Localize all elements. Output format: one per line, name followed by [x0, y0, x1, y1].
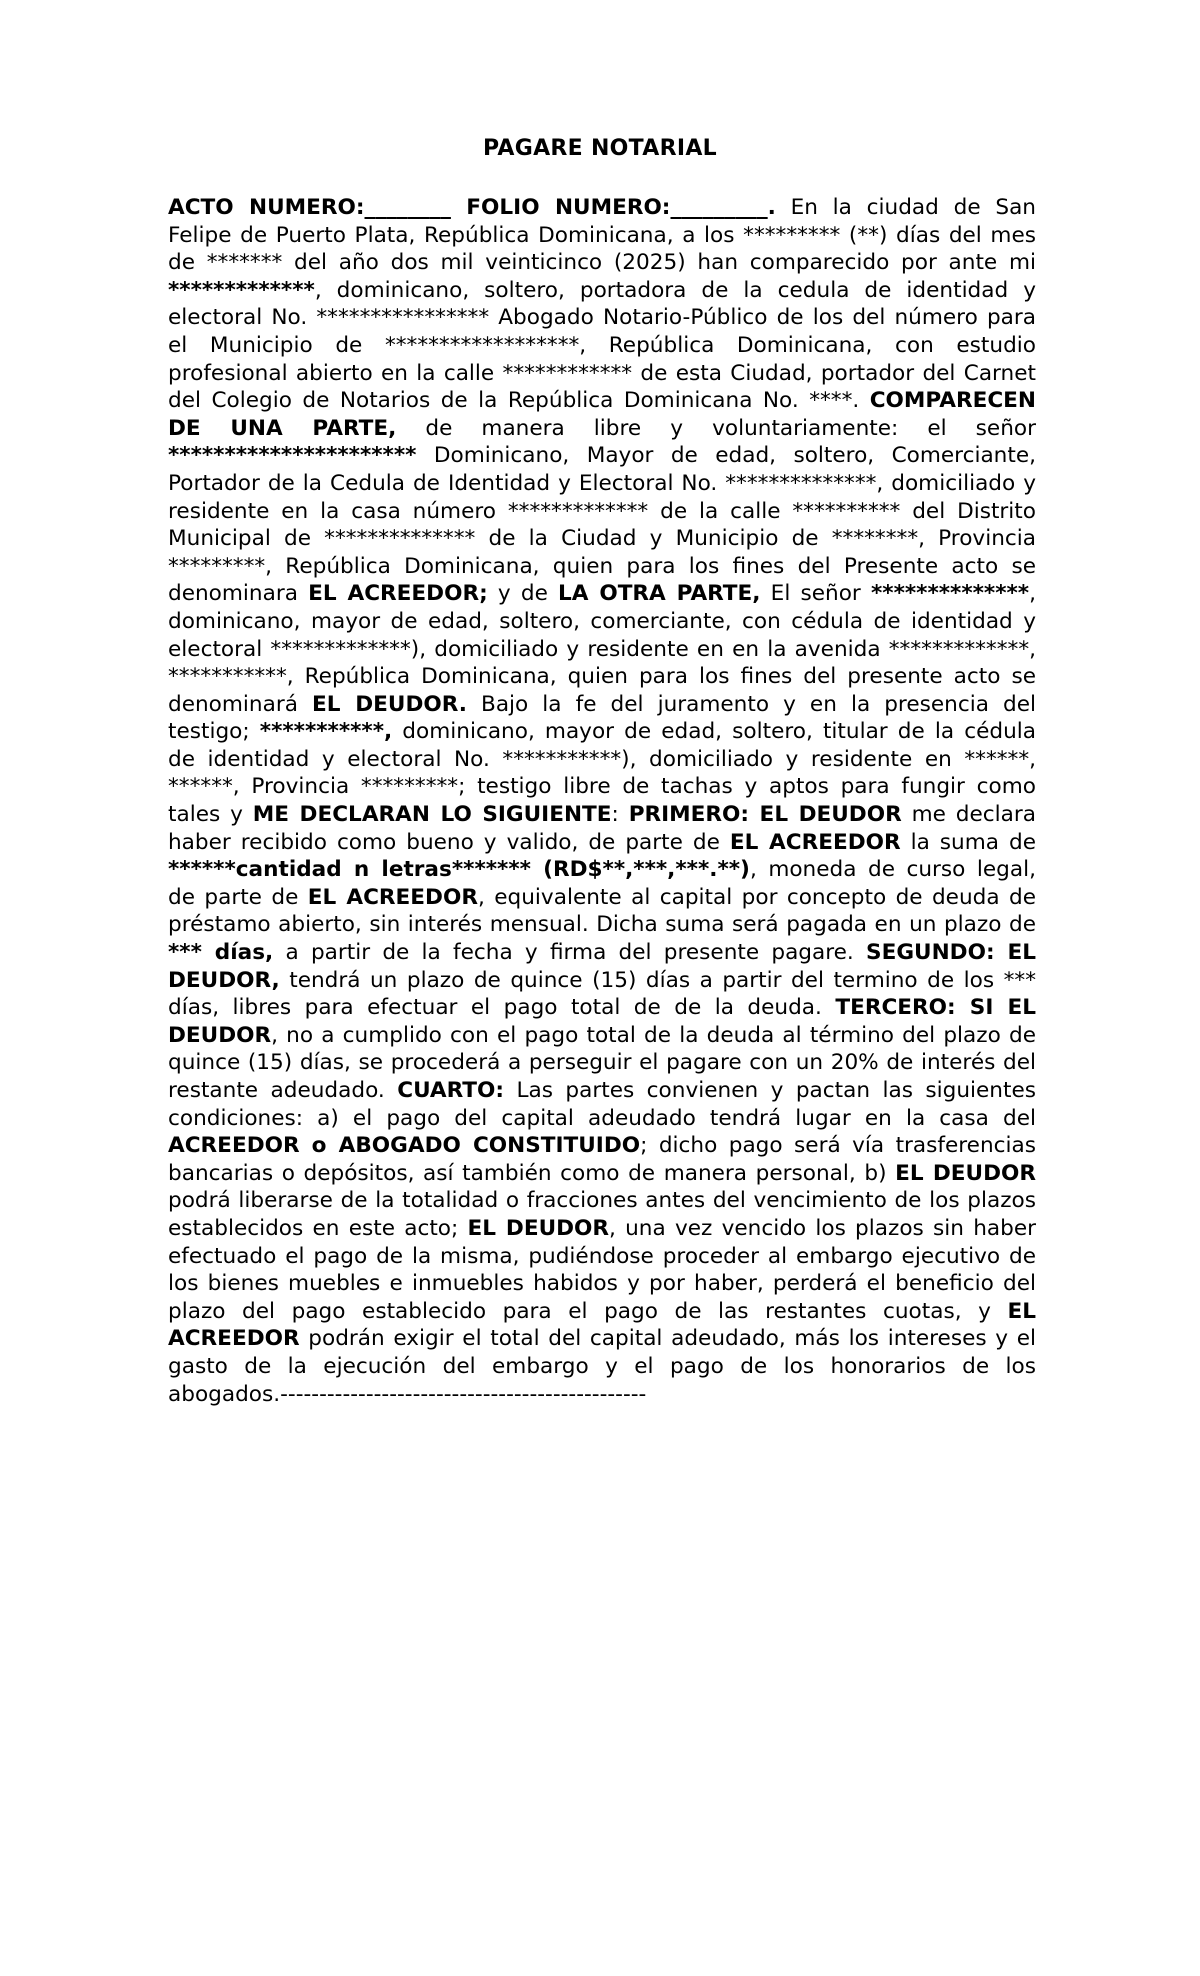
text-run: podrá liberarse de la totalidad o fracciones antes del vencimiento de los plazos establecidos en este acto; [168, 1188, 1036, 1241]
text-run: a partir de la fecha y firma del presente pagare. [273, 940, 867, 966]
bold-text-run: SEGUNDO: EL DEUDOR, [168, 940, 1036, 993]
bold-text-run: COMPARECEN DE UNA PARTE, [168, 388, 1036, 441]
text-run: , dominicano, mayor de edad, soltero, comerciante, con cédula de identidad y electoral *************), domiciliado y residente en en la avenida *************, ***********, República Dominicana, quien para los fines del presente acto se denominará [168, 581, 1036, 717]
bold-text-run: TERCERO: SI EL DEUDOR [168, 995, 1036, 1048]
text-run: de manera libre y voluntariamente: el señor [396, 415, 1036, 441]
document-body [168, 194, 1036, 1408]
bold-text-run: CUARTO: [397, 1078, 505, 1103]
bold-text-run: *** días, [168, 940, 274, 966]
text-run: , una vez vencido los plazos sin haber efectuado el pago de la misma, pudiéndose proceder al embargo ejecutivo de los bienes muebles e inmuebles habidos y por haber, perderá el beneficio del plazo del pago establecido para el pago de las restantes cuotas, y [168, 1215, 1036, 1324]
bold-text-run: EL ACREEDOR [729, 829, 901, 855]
document-title: PAGARE NOTARIAL [483, 136, 717, 161]
text-run: Bajo la fe del juramento y en la presencia del testigo; [168, 691, 1036, 745]
text-run: En la ciudad de San Felipe de Puerto Plata, República Dominicana, a los ********* (**) días del mes de ******* del año dos mil veinticinco (2025) han comparecido por ante mi [168, 195, 1036, 276]
bold-text-run: EL ACREEDOR; [308, 581, 488, 607]
text-run: dominicano, mayor de edad, soltero, titular de la cédula de identidad y electoral No. ***********), domiciliado y residente en ******, ******, Provincia *********; testigo libre de tachas y aptos para fungir como tales y [168, 719, 1036, 828]
bold-text-run: ******cantidad n letras******* (RD$**,***,***.**) [168, 857, 750, 883]
bold-text-run: ACREEDOR o ABOGADO CONSTITUIDO [168, 1133, 641, 1159]
bold-text-run: LA OTRA PARTE, [558, 581, 761, 607]
text-run: , no a cumplido con el pago total de la deuda al término del plazo de quince (15) días, se procederá a perseguir el pagare con un 20% de interés del restante adeudado. [168, 1022, 1036, 1103]
text-run: ; dicho pago será vía trasferencias bancarias o depósitos, así también como de manera personal, b) [168, 1133, 1037, 1186]
bold-text-run: ********************** [168, 443, 417, 469]
bold-text-run: ***********, [259, 719, 393, 745]
bold-text-run: PRIMERO: EL DEUDOR [628, 802, 902, 828]
bold-text-run: ************* [168, 277, 315, 303]
bold-text-run: ACTO NUMERO:________ FOLIO NUMERO:_________. [168, 195, 776, 220]
text-run: : [611, 802, 629, 828]
text-run: El señor [760, 581, 871, 607]
text-run: , equivalente al capital por concepto de deuda de préstamo abierto, sin interés mensual. Dicha suma será pagada en un plazo de [168, 884, 1036, 938]
text-run: la suma de [900, 829, 1036, 855]
bold-text-run: ME DECLARAN LO SIGUIENTE [252, 802, 612, 828]
text-run: Dominicano, Mayor de edad, soltero, Comerciante, Portador de la Cedula de Identidad y Electoral No. **************, domiciliado y residente en la casa número ************* de la calle ********** del Distrito Municipal de ************** de la Ciudad y Municipio de ********, Provincia *********, República Dominicana, quien para los fines del Presente acto se denominara [168, 443, 1036, 607]
bold-text-run: EL DEUDOR [895, 1160, 1036, 1186]
text-run: y de [487, 581, 559, 607]
bold-text-run: EL DEUDOR. [312, 691, 467, 717]
text-run: me declara haber recibido como bueno y valido, de parte de [168, 802, 1036, 855]
bold-text-run: EL DEUDOR [467, 1215, 610, 1241]
text-run: tendrá un plazo de quince (15) días a partir del termino de los *** días, libres para efectuar el pago total de de la deuda. [168, 967, 1036, 1021]
bold-text-run: ************** [871, 581, 1030, 607]
bold-text-run: EL ACREEDOR [168, 1298, 1036, 1352]
text-run: , dominicano, soltero, portadora de la cedula de identidad y electoral No. **************** Abogado Notario-Público de los del número para el Municipio de ******************, República Dominicana, con estudio profesional abierto en la calle ************ de esta Ciudad, portador del Carnet del Colegio de Notarios de la República Dominicana No. ****. [168, 277, 1036, 414]
text-run: podrán exigir el total del capital adeudado, más los intereses y el gasto de la ejecución del embargo y el pago de los honorarios de los abogados.----------------------------------------------- [168, 1326, 1036, 1407]
text-run: , moneda de curso legal, de parte de [168, 857, 1036, 910]
bold-text-run: EL ACREEDOR [307, 884, 478, 910]
text-run: Las partes convienen y pactan las siguientes condiciones: a) el pago del capital adeudado tendrá lugar en la casa del [168, 1078, 1036, 1131]
